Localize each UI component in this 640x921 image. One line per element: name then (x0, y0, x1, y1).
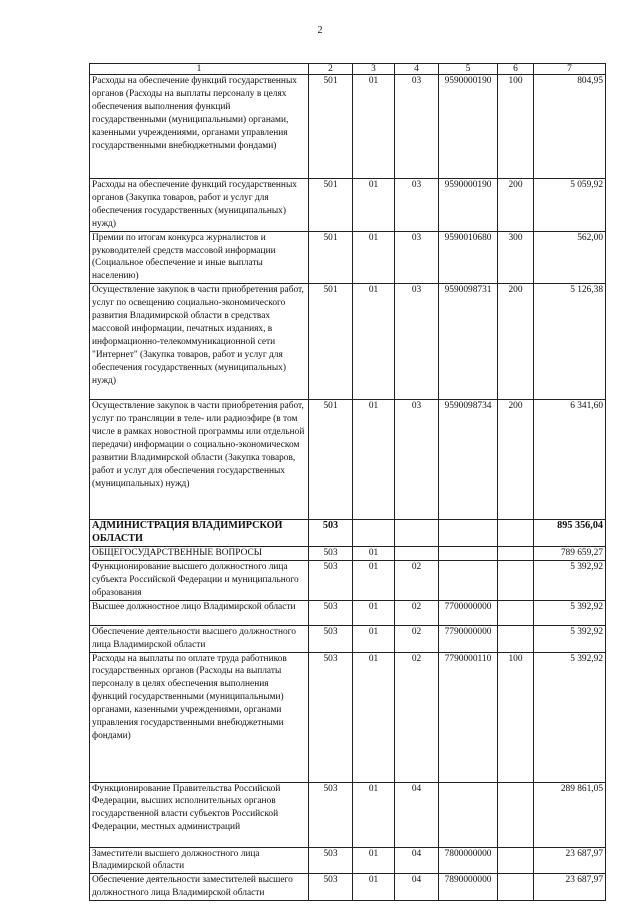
row-target-code-cell (439, 547, 498, 561)
table-row (90, 625, 606, 652)
row-target-code-cell: 7700000000 (439, 600, 498, 625)
row-section-cell: 01 (353, 75, 395, 179)
row-expense-type-cell (498, 782, 534, 847)
table-row (90, 652, 606, 782)
header-cell: 5 (439, 64, 498, 75)
row-target-code-cell: 9590098734 (439, 400, 498, 520)
header-cell: 4 (395, 64, 439, 75)
row-grbs-cell: 503 (309, 600, 353, 625)
row-subsection-cell: 04 (395, 782, 439, 847)
row-name-cell: Функционирование Правительства Российской Федерации, высших исполнительных органов государственной власти субъектов Российской Федерации, местных администраций (90, 782, 309, 847)
row-section-cell: 01 (353, 179, 395, 232)
row-amount-cell: 289 861,05 (534, 782, 606, 847)
row-section-cell: 01 (353, 847, 395, 874)
header-cell: 6 (498, 64, 534, 75)
row-section-cell: 01 (353, 231, 395, 284)
header-cell: 7 (534, 64, 606, 75)
table-row (90, 179, 606, 232)
row-name-cell: Расходы на обеспечение функций государственных органов (Закупка товаров, работ и услуг для обеспечения государственных (муниципальных) нужд) (90, 179, 309, 232)
row-section-cell: 01 (353, 782, 395, 847)
row-expense-type-cell (498, 625, 534, 652)
table-row (90, 400, 606, 520)
row-subsection-cell: 03 (395, 231, 439, 284)
row-amount-cell: 5 059,92 (534, 179, 606, 232)
header-cell: 2 (309, 64, 353, 75)
row-expense-type-cell: 200 (498, 284, 534, 400)
table-header-row (90, 64, 606, 75)
row-subsection-cell: 03 (395, 400, 439, 520)
row-amount-cell: 5 126,38 (534, 284, 606, 400)
row-subsection-cell: 04 (395, 847, 439, 874)
row-amount-cell: 5 392,92 (534, 625, 606, 652)
row-amount-cell: 789 659,27 (534, 547, 606, 561)
row-target-code-cell (439, 520, 498, 547)
row-section-cell: 01 (353, 560, 395, 600)
row-target-code-cell: 9590000190 (439, 179, 498, 232)
row-subsection-cell: 03 (395, 284, 439, 400)
row-section-cell: 01 (353, 547, 395, 561)
row-subsection-cell: 03 (395, 179, 439, 232)
row-expense-type-cell (498, 560, 534, 600)
row-grbs-cell: 503 (309, 782, 353, 847)
row-subsection-cell: 02 (395, 600, 439, 625)
row-amount-cell: 5 392,92 (534, 600, 606, 625)
row-name-cell: АДМИНИСТРАЦИЯ ВЛАДИМИРСКОЙ ОБЛАСТИ (90, 520, 309, 547)
row-subsection-cell: 03 (395, 75, 439, 179)
row-expense-type-cell (498, 520, 534, 547)
row-expense-type-cell: 300 (498, 231, 534, 284)
row-section-cell: 01 (353, 400, 395, 520)
row-amount-cell: 6 341,60 (534, 400, 606, 520)
table-row (90, 520, 606, 547)
row-name-cell: Обеспечение деятельности заместителей высшего должностного лица Владимирской области (90, 874, 309, 901)
row-target-code-cell: 9590010680 (439, 231, 498, 284)
row-name-cell: Расходы на выплаты по оплате труда работников государственных органов (Расходы на выплаты персоналу в целях обеспечения выполнения функций государственными (муниципальными) органами, казенными учреждениями, органами управления государственными внебюджетными фондами) (90, 652, 309, 782)
row-section-cell: 01 (353, 652, 395, 782)
row-amount-cell: 562,00 (534, 231, 606, 284)
table-row (90, 847, 606, 874)
row-target-code-cell: 7800000000 (439, 847, 498, 874)
row-subsection-cell: 02 (395, 625, 439, 652)
row-grbs-cell: 501 (309, 231, 353, 284)
row-grbs-cell: 503 (309, 520, 353, 547)
row-name-cell: Осуществление закупок в части приобретения работ, услуг по освещению социально-экономического развития Владимирской области в средствах массовой информации, печатных изданиях, в информационно-телекоммуникационной сети "Интернет" (Закупка товаров, работ и услуг для обеспечения государственных (муниципальных) нужд) (90, 284, 309, 400)
header-cell: 1 (90, 64, 309, 75)
table-row (90, 600, 606, 625)
row-section-cell: 01 (353, 600, 395, 625)
row-name-cell: ОБЩЕГОСУДАРСТВЕННЫЕ ВОПРОСЫ (90, 547, 309, 561)
row-section-cell: 01 (353, 625, 395, 652)
row-name-cell: Высшее должностное лицо Владимирской области (90, 600, 309, 625)
row-target-code-cell: 7890000000 (439, 874, 498, 901)
row-name-cell: Расходы на обеспечение функций государственных органов (Расходы на выплаты персоналу в целях обеспечения выполнения функций государственными (муниципальными) органами, казенными учреждениями, органами управления государственными внебюджетными фондами) (90, 75, 309, 179)
row-grbs-cell: 501 (309, 179, 353, 232)
row-expense-type-cell: 200 (498, 400, 534, 520)
row-target-code-cell: 9590000190 (439, 75, 498, 179)
row-amount-cell: 23 687,97 (534, 874, 606, 901)
row-grbs-cell: 503 (309, 547, 353, 561)
row-section-cell: 01 (353, 874, 395, 901)
table-row (90, 874, 606, 901)
row-grbs-cell: 503 (309, 652, 353, 782)
row-grbs-cell: 503 (309, 874, 353, 901)
row-grbs-cell: 503 (309, 625, 353, 652)
row-grbs-cell: 503 (309, 847, 353, 874)
row-target-code-cell (439, 560, 498, 600)
table-row (90, 547, 606, 561)
row-expense-type-cell (498, 600, 534, 625)
row-expense-type-cell: 100 (498, 75, 534, 179)
row-target-code-cell: 9590098731 (439, 284, 498, 400)
row-expense-type-cell (498, 547, 534, 561)
page-number: 2 (317, 25, 323, 36)
table-row (90, 231, 606, 284)
row-grbs-cell: 501 (309, 75, 353, 179)
table-row (90, 284, 606, 400)
row-name-cell: Обеспечение деятельности высшего должностного лица Владимирской области (90, 625, 309, 652)
row-section-cell (353, 520, 395, 547)
budget-table (89, 63, 606, 901)
row-amount-cell: 895 356,04 (534, 520, 606, 547)
row-name-cell: Заместители высшего должностного лица Владимирской области (90, 847, 309, 874)
row-amount-cell: 23 687,97 (534, 847, 606, 874)
row-expense-type-cell (498, 874, 534, 901)
row-subsection-cell (395, 520, 439, 547)
table-row (90, 782, 606, 847)
row-expense-type-cell: 100 (498, 652, 534, 782)
row-target-code-cell (439, 782, 498, 847)
row-name-cell: Премии по итогам конкурса журналистов и руководителей средств массовой информации (Социальное обеспечение и иные выплаты населению) (90, 231, 309, 284)
row-name-cell: Осуществление закупок в части приобретения работ, услуг по трансляции в теле- или радиоэфире (в том числе в рамках новостной программы или отдельной передачи) информации о социально-экономическом развитии Владимирской области (Закупка товаров, работ и услуг для обеспечения государственных (муниципальных) нужд) (90, 400, 309, 520)
row-amount-cell: 5 392,92 (534, 652, 606, 782)
row-amount-cell: 804,95 (534, 75, 606, 179)
row-grbs-cell: 503 (309, 560, 353, 600)
row-name-cell: Функционирование высшего должностного лица субъекта Российской Федерации и муниципального образования (90, 560, 309, 600)
row-subsection-cell (395, 547, 439, 561)
row-grbs-cell: 501 (309, 284, 353, 400)
row-amount-cell: 5 392,92 (534, 560, 606, 600)
row-expense-type-cell: 200 (498, 179, 534, 232)
row-target-code-cell: 7790000000 (439, 625, 498, 652)
table-row (90, 560, 606, 600)
row-section-cell: 01 (353, 284, 395, 400)
row-target-code-cell: 7790000110 (439, 652, 498, 782)
row-subsection-cell: 02 (395, 652, 439, 782)
row-subsection-cell: 04 (395, 874, 439, 901)
table-row (90, 75, 606, 179)
row-subsection-cell: 02 (395, 560, 439, 600)
row-expense-type-cell (498, 847, 534, 874)
header-cell: 3 (353, 64, 395, 75)
row-grbs-cell: 501 (309, 400, 353, 520)
